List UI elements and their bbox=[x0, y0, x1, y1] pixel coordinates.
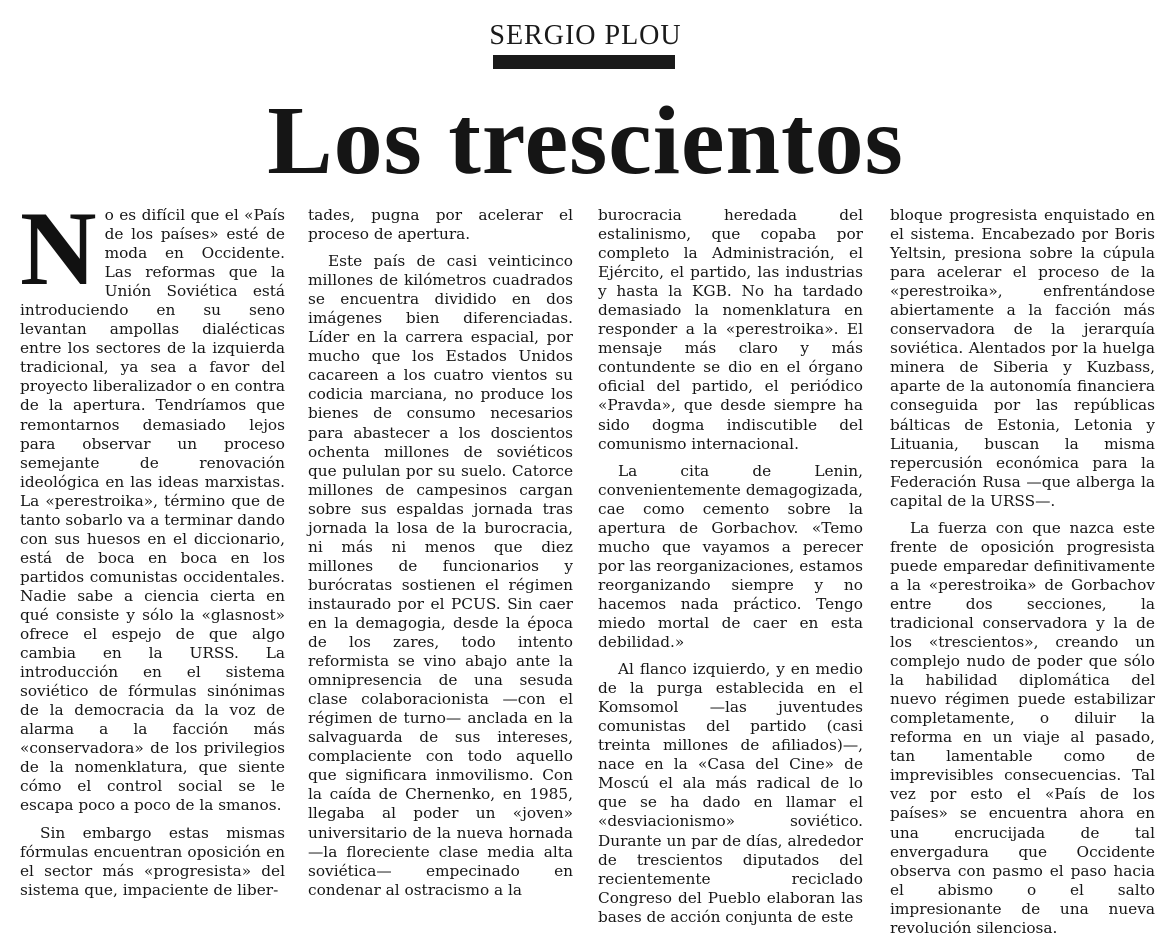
paragraph: Al flanco izquierdo, y en medio de la purga establecida en el Komsomol —las juventudes comunistas del partido (casi treinta millones de afiliados)—, nace en la «Casa del Cine» de Moscú el ala más radical de lo que se ha dado en llamar el «desviacionismo» soviético. Durante un par de días, alrededor de trescientos diputados del recientemente reciclado Congreso del Pueblo elaboran las bases de acción conjunta de este bbox=[598, 660, 863, 926]
paragraph: La fuerza con que nazca este frente de oposición progresista puede emparedar definitivamente a la «perestroika» de Gorbachov entre dos secciones, la tradicional conservadora y la de los «trescientos», creando un complejo nudo de poder que sólo la habilidad diplomática del nuevo régimen puede estabilizar completamente, o diluir la reforma en un viaje al pasado, tan lamentable como de imprevisibles consecuencias. Tal vez por esto el «País de los países» se encuentra ahora en una encrucijada de tal envergadura que Occidente observa con pasmo el paso hacia el abismo o el salto impresionante de una nueva revolución silenciosa. bbox=[890, 518, 1155, 937]
article-headline: Los trescientos bbox=[267, 87, 904, 195]
article-column-4 bbox=[890, 206, 1155, 937]
drop-cap: N bbox=[20, 190, 97, 307]
article-column-3 bbox=[598, 206, 863, 926]
byline-rule bbox=[493, 55, 675, 69]
paragraph: burocracia heredada del estalinismo, que copaba por completo la Administración, el Ejército, el partido, las industrias y hasta la KGB. No ha tardado demasiado la nomenklatura en responder a la «perestroika». El mensaje más claro y más contundente se dio en el órgano oficial del partido, el periódico «Pravda», que desde siempre ha sido dogma indiscutible del comunismo internacional. bbox=[598, 206, 863, 453]
article-column-2 bbox=[308, 206, 573, 918]
paragraph: Sin embargo estas mismas fórmulas encuentran oposición en el sector más «progresista» del sistema que, impaciente de liber- bbox=[20, 823, 285, 899]
paragraph: Este país de casi veinticinco millones de kilómetros cuadrados se encuentra dividido en dos imágenes bien diferenciadas. Líder en la carrera espacial, por mucho que los Estados Unidos cacareen a los cuatro vientos su codicia marciana, no produce los bienes de consumo necesarios para abastecer a los doscientos ochenta millones de soviéticos que pululan por su suelo. Catorce millones de campesinos cargan sobre sus espaldas jornada tras jornada la losa de la burocracia, ni más ni menos que diez millones de funcionarios y burócratas sostienen el régimen instaurado por el PCUS. Sin caer en la demagogia, desde la época de los zares, todo intento reformista se vino abajo ante la omnipresencia de una sesuda clase colaboracionista —con el régimen de turno— anclada en la salvaguarda de sus intereses, complaciente con todo aquello que significara inmovilismo. Con la caída de Chernenko, en 1985, llegaba al poder un «joven» universitario de la nueva hornada —la floreciente clase media alta soviética— empecinado en condenar al ostracismo a la bbox=[308, 252, 573, 899]
author-byline: SERGIO PLOU bbox=[489, 20, 682, 51]
paragraph bbox=[20, 190, 286, 816]
paragraph: tades, pugna por acelerar el proceso de apertura. bbox=[308, 206, 573, 244]
paragraph: bloque progresista enquistado en el sistema. Encabezado por Boris Yeltsin, presiona sobre la cúpula para acelerar el proceso de la «perestroika», enfrentándose abiertamente a la facción más conservadora de la jerarquía soviética. Alentados por la huelga minera de Siberia y Kuzbass, aparte de la autonomía financiera conseguida por las repúblicas bálticas de Estonia, Letonia y Lituania, buscan la misma repercusión económica para la Federación Rusa —que alberga la capital de la URSS—. bbox=[890, 206, 1155, 510]
article-column-1 bbox=[20, 190, 286, 918]
paragraph-text: o es difícil que el «País de los países» esté de moda en Occidente. Las reformas que la Unión Soviética está introduciendo en su seno levantan ampollas dialécticas entre los sectores de la izquierda tradicional, ya sea a favor del proyecto liberalizador o en contra de la apertura. Tendríamos que remontarnos demasiado lejos para observar un proceso semejante de renovación ideológica en las ideas marxistas. La «perestroika», término que de tanto sobarlo va a terminar dando con sus huesos en el diccionario, está de boca en boca en los partidos comunistas occidentales. Nadie sabe a ciencia cierta en qué consiste y sólo la «glasnost» ofrece el espejo de que algo cambia en la URSS. La introducción en el sistema soviético de fórmulas sinónimas de la democracia da la voz de alarma a la facción más «conservadora» de los privilegios de la nomenklatura, que siente cómo el control social se le escapa poco a poco de la smanos. bbox=[20, 206, 286, 815]
paragraph: La cita de Lenin, convenientemente demagogizada, cae como cemento sobre la apertura de Gorbachov. «Temo mucho que vayamos a perecer por las reorganizaciones, estamos reorganizando siempre y no hacemos nada práctico. Tengo miedo mortal de caer en esta debilidad.» bbox=[598, 461, 863, 652]
